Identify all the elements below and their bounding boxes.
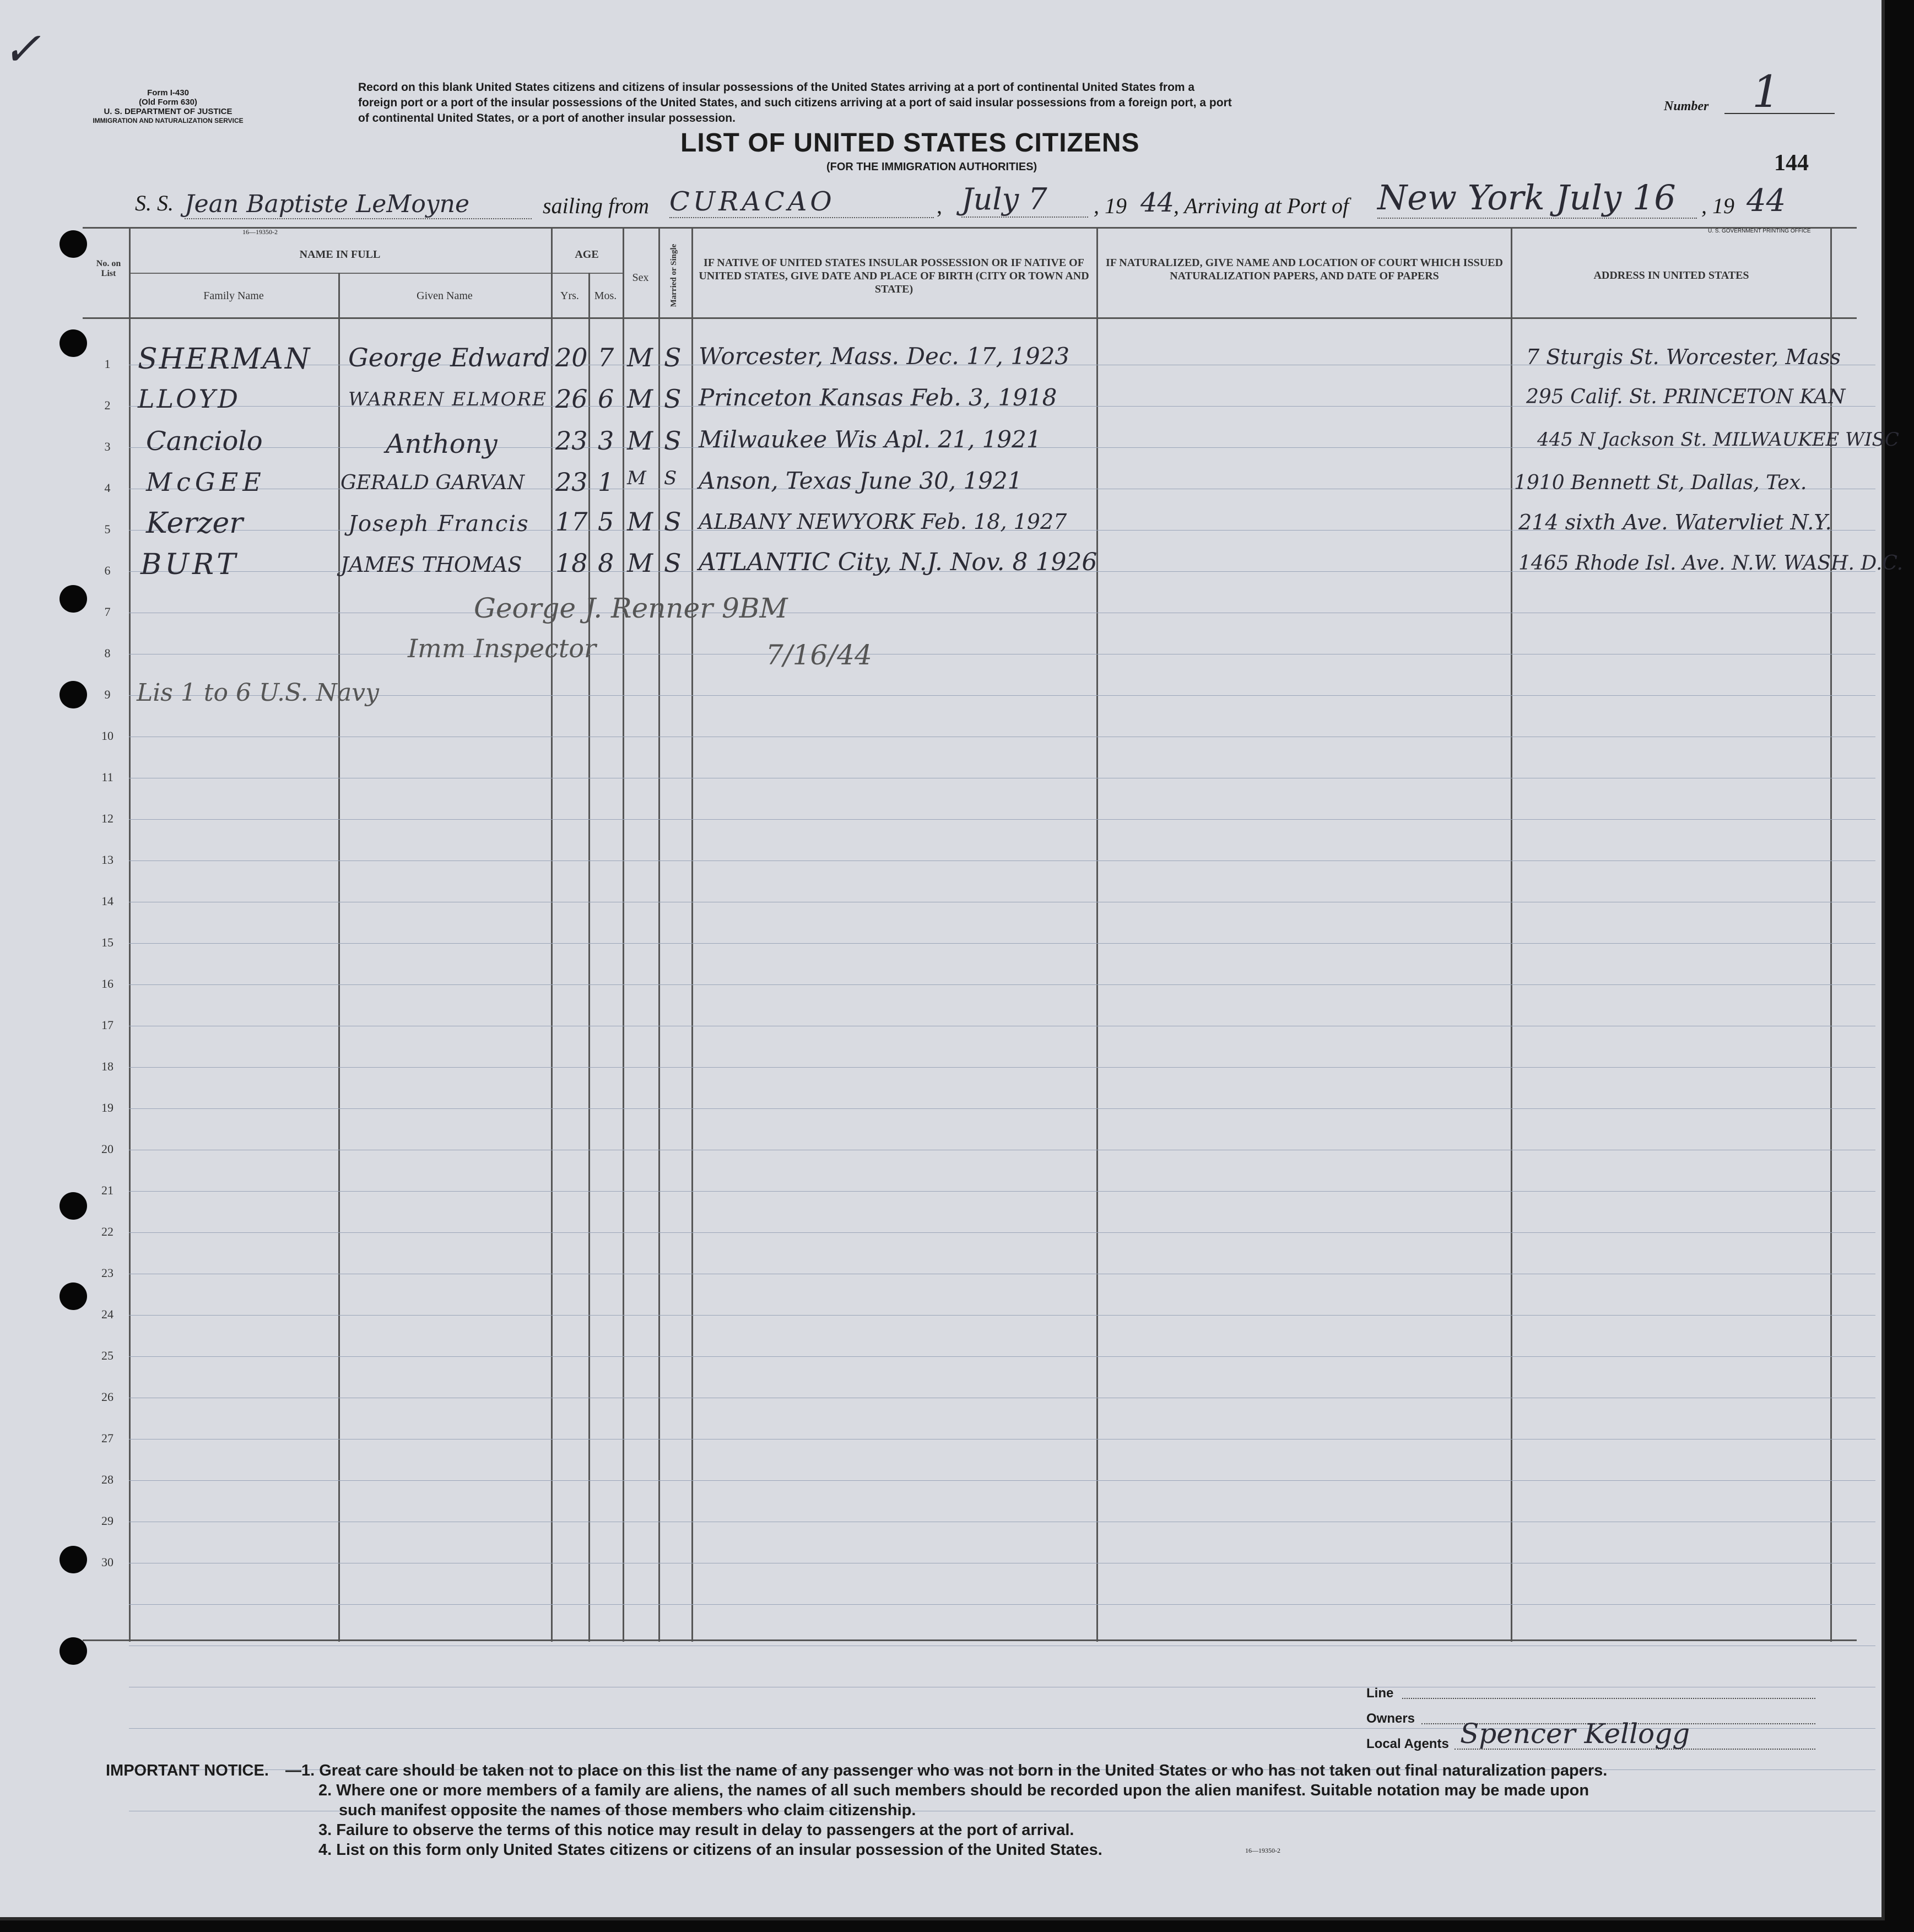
col-divider <box>1511 227 1512 1642</box>
mos-cell: 7 <box>598 343 614 372</box>
row-rule <box>129 943 1875 944</box>
row-number: 24 <box>101 1307 113 1321</box>
row-rule <box>129 819 1875 820</box>
mos-cell: 8 <box>598 548 614 578</box>
arrival-port-date: New York July 16 <box>1377 177 1697 219</box>
row-rule <box>129 1108 1875 1109</box>
row-number: 22 <box>101 1225 113 1238</box>
marital-cell: S <box>664 384 682 414</box>
old-form-id: (Old Form 630) <box>139 98 197 107</box>
row-rule <box>129 1356 1875 1357</box>
printer-mark: U. S. GOVERNMENT PRINTING OFFICE <box>1708 228 1811 234</box>
header-married-single: Married or Single <box>669 243 678 307</box>
table-header-bottom <box>83 317 1857 319</box>
arriving-label-text: Arriving at Port of <box>1184 193 1349 218</box>
row-number: 19 <box>101 1101 113 1114</box>
ss-label: S. S. <box>135 191 174 215</box>
yrs-cell: 18 <box>555 548 588 578</box>
row-number: 20 <box>101 1142 113 1156</box>
year-prefix-2: 19 <box>1712 193 1734 218</box>
given-name-cell: George Edward <box>348 343 550 372</box>
row-number: 10 <box>101 729 113 743</box>
punch-hole <box>60 585 87 613</box>
department: U. S. DEPARTMENT OF JUSTICE <box>104 107 233 116</box>
col-divider <box>338 273 340 1642</box>
header-no-on-list: No. on List <box>96 259 121 278</box>
arriving-label: , Arriving at Port of <box>1174 193 1349 218</box>
sailing-year-suffix: 44 <box>1140 187 1175 218</box>
row-number: 18 <box>101 1059 113 1073</box>
form-id-block <box>69 88 267 126</box>
birth-cell: ATLANTIC City, N.J. Nov. 8 1926 <box>699 548 1097 576</box>
instructions <box>358 80 1232 126</box>
marital-cell: S <box>664 343 682 372</box>
punch-hole <box>60 1282 87 1310</box>
row-number: 25 <box>101 1349 113 1362</box>
checkmark: ✓ <box>2 22 41 76</box>
given-name-cell: Anthony <box>386 429 498 459</box>
row-number: 21 <box>101 1183 113 1197</box>
navy-note: Lis 1 to 6 U.S. Navy <box>137 679 379 707</box>
col-divider <box>658 227 660 1642</box>
inspector-name: George J. Renner 9BM <box>474 592 788 624</box>
name-subheader-rule <box>129 273 551 274</box>
header-name-in-full: NAME IN FULL <box>299 248 381 261</box>
row-number: 16 <box>101 977 113 991</box>
address-cell: 7 Sturgis St. Worcester, Mass <box>1526 345 1841 369</box>
family-name-cell: Kerzer <box>146 507 244 540</box>
print-code: 16—19350-2 <box>242 228 278 236</box>
address-cell: 1465 Rhode Isl. Ave. N.W. WASH. D.C. <box>1518 552 1904 575</box>
address-cell: 214 sixth Ave. Watervliet N.Y. <box>1518 510 1832 534</box>
col-divider <box>588 273 590 1642</box>
page-number: 144 <box>1774 150 1809 176</box>
row-number: 1 <box>104 357 111 371</box>
header-mos: Mos. <box>594 290 617 302</box>
inspector-date: 7/16/44 <box>766 639 872 671</box>
instructions-line-1: Record on this blank United States citizens and citizens of insular possessions of the United States arriving at a port of continental United States from a <box>358 81 1195 94</box>
marital-cell: S <box>664 507 682 537</box>
notice-3: 3. Failure to observe the terms of this notice may result in delay to passengers at the port of arrival. <box>318 1821 1074 1839</box>
sex-cell: M <box>627 426 653 456</box>
sex-cell: M <box>627 384 653 414</box>
row-rule <box>129 1315 1875 1316</box>
row-number: 13 <box>101 853 113 867</box>
yrs-cell: 17 <box>555 507 588 537</box>
birth-cell: Milwaukee Wis Apl. 21, 1921 <box>699 426 1041 453</box>
row-rule <box>129 984 1875 985</box>
punch-hole <box>60 230 87 258</box>
service: IMMIGRATION AND NATURALIZATION SERVICE <box>93 117 244 125</box>
owners-label: Owners <box>1366 1711 1415 1726</box>
sailing-from-port: CURACAO <box>669 186 934 218</box>
footer-code: 16—19350-2 <box>1245 1847 1280 1854</box>
address-cell: 295 Calif. St. PRINCETON KAN <box>1526 386 1846 408</box>
birth-cell: Princeton Kansas Feb. 3, 1918 <box>699 384 1057 411</box>
row-number: 6 <box>104 564 111 577</box>
row-rule <box>129 1480 1875 1481</box>
sailing-from-label: sailing from <box>543 193 649 218</box>
notice-title: IMPORTANT NOTICE. <box>106 1762 269 1779</box>
inspector-title: Imm Inspector <box>408 634 597 663</box>
row-number: 14 <box>101 894 113 908</box>
page-title: LIST OF UNITED STATES CITIZENS <box>680 128 1140 158</box>
mos-cell: 3 <box>598 426 614 456</box>
sailing-date: July 7 <box>961 182 1088 218</box>
address-cell: 445 N Jackson St. MILWAUKEE WISC <box>1537 429 1899 451</box>
table-top-border <box>83 227 1857 229</box>
marital-cell: S <box>664 426 682 456</box>
form-id: Form I-430 <box>147 88 189 98</box>
row-rule <box>129 1067 1875 1068</box>
row-number: 2 <box>104 398 111 412</box>
instructions-line-3: of continental United States, or a port of another insular possession. <box>358 112 736 125</box>
table-bottom-border <box>83 1639 1857 1641</box>
marital-cell: S <box>664 467 677 489</box>
row-number: 8 <box>104 646 111 660</box>
arrival-year-prefix: , 19 <box>1701 193 1734 218</box>
instructions-line-2: foreign port or a port of the insular possessions of the United States, and such citizens arriving at a port of said insular possessions from a foreign port, a port <box>358 96 1232 109</box>
page-subtitle: (FOR THE IMMIGRATION AUTHORITIES) <box>826 161 1037 173</box>
header-sex: Sex <box>632 272 649 284</box>
col-divider <box>551 227 553 1642</box>
comma-1: , <box>937 193 942 218</box>
sex-cell: M <box>627 343 653 372</box>
yrs-cell: 23 <box>555 426 588 456</box>
header-naturalized: IF NATURALIZED, GIVE NAME AND LOCATION OF COURT WHICH ISSUED NATURALIZATION PAPERS, AND DATE OF PAPERS <box>1106 257 1503 282</box>
number-value: 1 <box>1752 66 1780 117</box>
sex-cell: M <box>627 507 653 537</box>
yrs-cell: 23 <box>555 467 588 497</box>
birth-cell: ALBANY NEWYORK Feb. 18, 1927 <box>699 510 1067 534</box>
given-name-cell: JAMES THOMAS <box>340 553 522 577</box>
age-subheader-rule <box>551 273 623 274</box>
header-age: AGE <box>575 248 599 261</box>
arrival-year-suffix: 44 <box>1747 183 1786 219</box>
marital-cell: S <box>664 548 682 578</box>
punch-hole <box>60 329 87 357</box>
agents-label: Local Agents <box>1366 1736 1449 1751</box>
row-number: 3 <box>104 440 111 453</box>
header-family-name: Family Name <box>203 290 264 302</box>
row-rule <box>129 1604 1875 1605</box>
given-name-cell: GERALD GARVAN <box>340 472 525 494</box>
row-number: 23 <box>101 1266 113 1280</box>
given-name-cell: WARREN ELMORE <box>348 388 547 410</box>
notice-2a: 2. Where one or more members of a family are aliens, the names of all such members should be recorded upon the alien manifest. Suitable notation may be made upon <box>318 1782 1589 1799</box>
row-number: 15 <box>101 935 113 949</box>
row-rule <box>129 1232 1875 1233</box>
family-name-cell: Canciolo <box>146 426 263 457</box>
row-rule <box>129 1191 1875 1192</box>
notice-1: —1. Great care should be taken not to place on this list the name of any passenger who was not born in the United States or who has not taken out final naturalization papers. <box>285 1762 1608 1779</box>
given-name-cell: Joseph Francis <box>348 511 529 537</box>
notice-2b: such manifest opposite the names of those members who claim citizenship. <box>339 1801 916 1819</box>
row-number: 30 <box>101 1555 113 1569</box>
sailing-year-prefix: , 19 <box>1094 193 1127 218</box>
col-divider <box>691 227 693 1642</box>
punch-hole <box>60 1546 87 1573</box>
header-birth: IF NATIVE OF UNITED STATES INSULAR POSSESSION OR IF NATIVE OF UNITED STATES, GIVE DATE AND PLACE OF BIRTH (CITY OR TOWN AND STATE) <box>699 257 1089 295</box>
row-number: 9 <box>104 688 111 701</box>
mos-cell: 5 <box>598 507 614 537</box>
header-address: ADDRESS IN UNITED STATES <box>1593 269 1749 282</box>
family-name-cell: BURT <box>140 548 239 581</box>
mos-cell: 6 <box>598 384 614 414</box>
notice-4: 4. List on this form only United States citizens or citizens of an insular possession of the United States. <box>318 1841 1102 1859</box>
row-number: 11 <box>101 770 113 784</box>
punch-hole <box>60 681 87 708</box>
line-label: Line <box>1366 1686 1394 1701</box>
family-name-cell: SHERMAN <box>138 343 312 376</box>
row-number: 29 <box>101 1514 113 1528</box>
birth-cell: Worcester, Mass. Dec. 17, 1923 <box>699 343 1070 370</box>
row-rule <box>129 695 1875 696</box>
year-prefix-1: 19 <box>1105 193 1127 218</box>
row-number: 7 <box>104 605 111 619</box>
ship-name: Jean Baptiste LeMoyne <box>185 190 532 219</box>
sex-cell: M <box>627 548 653 578</box>
yrs-cell: 20 <box>555 343 588 372</box>
row-number: 26 <box>101 1390 113 1404</box>
row-number: 27 <box>101 1431 113 1445</box>
header-yrs: Yrs. <box>560 290 579 302</box>
sex-cell: M <box>627 467 646 489</box>
mos-cell: 1 <box>598 467 614 497</box>
col-divider <box>1096 227 1098 1642</box>
row-number: 28 <box>101 1473 113 1486</box>
family-name-cell: McGEE <box>146 467 266 497</box>
punch-hole <box>60 1637 87 1665</box>
agents-signature: Spencer Kellogg <box>1460 1718 1690 1750</box>
header-given-name: Given Name <box>417 290 473 302</box>
row-number: 17 <box>101 1018 113 1032</box>
col-divider <box>623 227 624 1642</box>
number-label: Number <box>1664 99 1709 113</box>
col-divider <box>129 227 131 1642</box>
family-name-cell: LLOYD <box>138 384 241 414</box>
line-field <box>1402 1698 1815 1699</box>
birth-cell: Anson, Texas June 30, 1921 <box>699 467 1023 494</box>
row-number: 12 <box>101 811 113 825</box>
row-number: 5 <box>104 522 111 536</box>
punch-hole <box>60 1192 87 1220</box>
address-cell: 1910 Bennett St, Dallas, Tex. <box>1514 472 1807 494</box>
yrs-cell: 26 <box>555 384 588 414</box>
row-number: 4 <box>104 481 111 495</box>
